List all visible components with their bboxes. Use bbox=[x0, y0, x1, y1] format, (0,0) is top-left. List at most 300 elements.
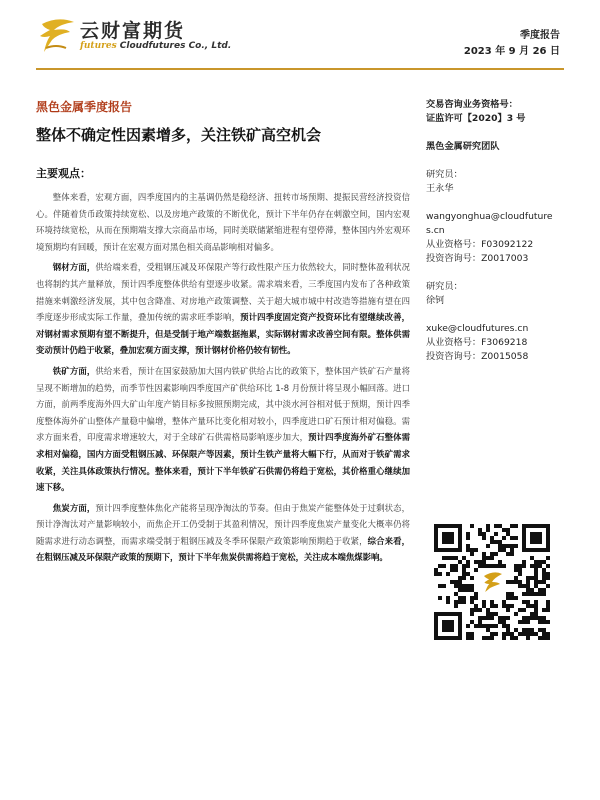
qr-module bbox=[530, 588, 534, 592]
qr-module bbox=[506, 580, 510, 584]
investment-consulting-number bbox=[426, 350, 566, 364]
report-category: 黑色金属季度报告 bbox=[36, 100, 133, 114]
qr-module bbox=[490, 600, 494, 604]
qr-module bbox=[478, 620, 482, 624]
qr-module bbox=[470, 588, 474, 592]
qr-module bbox=[546, 564, 550, 568]
qr-module bbox=[498, 524, 502, 528]
qr-module bbox=[506, 528, 510, 532]
qr-module bbox=[462, 568, 466, 572]
bold-text: 焦炭方面， bbox=[52, 502, 96, 513]
qr-module bbox=[486, 524, 490, 528]
qr-module bbox=[526, 628, 530, 632]
bold-text: 预计四季度固定资产投资环比有望继续改善，对钢材需求预期有望不断提升，但是受制于地产端数据拖累，实际钢材需求改善空间有限。整体供需变动预计仍趋于收紧，叠加宏观方面支撑，预计钢材价格仍较有韧性。 bbox=[36, 312, 411, 356]
qr-module bbox=[538, 580, 542, 584]
qr-module bbox=[446, 556, 450, 560]
qr-module bbox=[526, 592, 530, 596]
qr-module bbox=[530, 612, 534, 616]
qr-module bbox=[542, 592, 546, 596]
qr-module bbox=[438, 584, 442, 588]
qr-module bbox=[510, 552, 514, 556]
qr-module bbox=[518, 608, 522, 612]
qr-module bbox=[510, 544, 514, 548]
qr-module bbox=[514, 564, 518, 568]
qr-module bbox=[522, 564, 526, 568]
qr-module bbox=[486, 608, 490, 612]
qr-module bbox=[502, 632, 506, 636]
qr-module bbox=[518, 620, 522, 624]
qr-module bbox=[530, 632, 534, 636]
qr-module bbox=[510, 580, 514, 584]
qr-module bbox=[486, 612, 490, 616]
sidebar-info bbox=[426, 98, 566, 378]
qr-module bbox=[502, 528, 506, 532]
qr-module bbox=[466, 548, 470, 552]
license-info bbox=[426, 98, 566, 126]
qr-module bbox=[490, 540, 494, 544]
qualification-number-label: 从业资格号： bbox=[426, 337, 482, 348]
qr-module bbox=[522, 628, 526, 632]
qr-module bbox=[482, 624, 486, 628]
qr-module bbox=[538, 592, 542, 596]
qr-module bbox=[434, 568, 438, 572]
qr-module bbox=[514, 596, 518, 600]
qr-module bbox=[522, 608, 526, 612]
qr-module bbox=[482, 556, 486, 560]
logo-chinese-name: 云财富期货 bbox=[80, 20, 186, 42]
qr-module bbox=[466, 636, 470, 640]
qr-module bbox=[518, 632, 522, 636]
qr-module bbox=[514, 612, 518, 616]
qr-module bbox=[458, 560, 462, 564]
qr-module bbox=[526, 604, 530, 608]
qr-module bbox=[534, 632, 538, 636]
researcher-list bbox=[426, 168, 566, 364]
qr-module bbox=[542, 572, 546, 576]
qr-module bbox=[542, 628, 546, 632]
qr-module bbox=[510, 592, 514, 596]
qr-module bbox=[498, 544, 502, 548]
qr-module bbox=[490, 536, 494, 540]
license-label: 交易咨询业务资格号： bbox=[426, 99, 518, 110]
license-value: 证监许可【2020】3 号 bbox=[426, 113, 526, 124]
qr-module bbox=[450, 564, 454, 568]
cloudfutures-logo-icon bbox=[36, 14, 80, 58]
qr-module bbox=[506, 632, 510, 636]
qr-module bbox=[478, 528, 482, 532]
investment-consulting-number-label: 投资咨询号： bbox=[426, 351, 482, 362]
qr-module bbox=[470, 524, 474, 528]
qr-module bbox=[478, 564, 482, 568]
qr-module bbox=[522, 616, 526, 620]
qr-module bbox=[494, 532, 498, 536]
qr-module bbox=[474, 592, 478, 596]
qr-module bbox=[534, 584, 538, 588]
qr-module bbox=[502, 536, 506, 540]
investment-consulting-number-label: 投资咨询号： bbox=[426, 253, 482, 264]
qr-module bbox=[526, 600, 530, 604]
body-text: 供给来看，预计在国家鼓励加大国内铁矿供给占比的政策下，整体国产铁矿石产量将呈现不断增加的趋势，而季节性因素影响四季度国产矿供给环比 1-8 月份预计将呈现小幅回落。进口方面，前两季度海外四大矿山年度产销目标多按照预期完成，其中淡水河谷相对低于预期，预计四季度整体海外矿山整体产量稳中偏增，整体产量环比变化相对较小，四季度进口矿石预计相对偏稳。需求方面来看，印度需求增速较大，对于全球矿石供需格局影响逐步加大， bbox=[36, 365, 411, 443]
qr-module bbox=[454, 584, 458, 588]
qr-module bbox=[450, 556, 454, 560]
qr-module bbox=[514, 524, 518, 528]
qr-module bbox=[490, 612, 494, 616]
qr-module bbox=[438, 596, 442, 600]
qr-module bbox=[534, 604, 538, 608]
report-type: 季度报告 bbox=[520, 30, 560, 41]
qr-module bbox=[454, 556, 458, 560]
qr-module bbox=[510, 636, 514, 640]
qr-module bbox=[538, 628, 542, 632]
researcher-role: 研究员： bbox=[426, 169, 463, 180]
qr-module bbox=[534, 612, 538, 616]
qr-module bbox=[478, 624, 482, 628]
qr-module bbox=[506, 552, 510, 556]
team-name bbox=[426, 140, 566, 154]
qr-module bbox=[466, 572, 470, 576]
qr-module bbox=[502, 548, 506, 552]
qr-module bbox=[542, 632, 546, 636]
qr-module bbox=[482, 600, 486, 604]
qr-module bbox=[530, 576, 534, 580]
qr-module bbox=[494, 632, 498, 636]
qr-module bbox=[458, 596, 462, 600]
qr-module bbox=[482, 552, 486, 556]
qr-module bbox=[470, 548, 474, 552]
investment-consulting-number-value: Z0017003 bbox=[481, 253, 529, 264]
qr-module bbox=[466, 536, 470, 540]
qr-module bbox=[510, 632, 514, 636]
qr-module bbox=[546, 572, 550, 576]
investment-consulting-number-value: Z0015058 bbox=[481, 351, 529, 362]
logo-futures-word: futures bbox=[80, 41, 117, 51]
qr-module bbox=[534, 592, 538, 596]
qr-module bbox=[534, 616, 538, 620]
qr-module bbox=[514, 628, 518, 632]
qr-module bbox=[546, 632, 550, 636]
qr-module bbox=[474, 604, 478, 608]
qr-module bbox=[498, 620, 502, 624]
qr-module bbox=[446, 600, 450, 604]
qr-module bbox=[546, 600, 550, 604]
qr-module bbox=[498, 564, 502, 568]
qr-module bbox=[490, 604, 494, 608]
qr-module bbox=[470, 584, 474, 588]
qr-module bbox=[514, 544, 518, 548]
qr-module bbox=[478, 560, 482, 564]
qr-module bbox=[482, 564, 486, 568]
qr-module bbox=[462, 588, 466, 592]
qr-module bbox=[462, 596, 466, 600]
qr-module bbox=[446, 572, 450, 576]
qr-module bbox=[506, 592, 510, 596]
qr-module bbox=[518, 572, 522, 576]
qr-module bbox=[538, 560, 542, 564]
paragraph bbox=[36, 259, 410, 359]
qr-module bbox=[542, 616, 546, 620]
qr-module bbox=[470, 612, 474, 616]
qr-module bbox=[470, 576, 474, 580]
qr-module bbox=[466, 624, 470, 628]
researcher-email-cont[interactable]: s.cn bbox=[426, 225, 445, 236]
qr-module bbox=[510, 536, 514, 540]
qr-module bbox=[502, 604, 506, 608]
qualification-number-value: F3069218 bbox=[481, 337, 528, 348]
qr-module bbox=[514, 580, 518, 584]
qr-module bbox=[466, 584, 470, 588]
body-text: 预计四季度整体焦化产能将呈现净淘汰的节奏。但由于焦炭产能整体处于过剩状态，预计净淘汰对产量影响较小，而焦企开工仍受制于其盈利情况，预计四季度焦炭产量变化大概率仍将随需求进行动态调整，而需求端受制于粗钢压减及冬季环保限产政策影响预期趋于收紧， bbox=[36, 502, 411, 546]
qr-module bbox=[490, 552, 494, 556]
qr-module bbox=[466, 632, 470, 636]
qr-module bbox=[534, 564, 538, 568]
researcher-card bbox=[426, 280, 566, 364]
qr-module bbox=[470, 636, 474, 640]
qr-module bbox=[502, 616, 506, 620]
report-title: 整体不确定性因素增多，关注铁矿高空机会 bbox=[36, 126, 322, 144]
qr-module bbox=[530, 592, 534, 596]
qr-module bbox=[530, 556, 534, 560]
qr-module bbox=[502, 636, 506, 640]
paragraph bbox=[36, 363, 410, 496]
qualification-number-label: 从业资格号： bbox=[426, 239, 482, 250]
qr-module bbox=[494, 540, 498, 544]
qr-module bbox=[514, 576, 518, 580]
qr-module bbox=[494, 524, 498, 528]
qr-code-icon bbox=[434, 524, 550, 640]
qr-module bbox=[514, 536, 518, 540]
researcher-card bbox=[426, 168, 566, 266]
qr-module bbox=[546, 584, 550, 588]
qr-module bbox=[534, 560, 538, 564]
qr-module bbox=[466, 564, 470, 568]
qr-module bbox=[538, 564, 542, 568]
qr-module bbox=[462, 576, 466, 580]
qr-module bbox=[486, 528, 490, 532]
qr-module bbox=[458, 588, 462, 592]
qr-module bbox=[506, 544, 510, 548]
qr-module bbox=[526, 620, 530, 624]
qr-module bbox=[494, 604, 498, 608]
qr-module bbox=[526, 580, 530, 584]
bold-text: 综合来看，在粗钢压减及环保限产政策的预期下，预计下半年焦炭供需将趋于宽松，关注成本端焦煤影响。 bbox=[36, 535, 411, 563]
qr-module bbox=[506, 616, 510, 620]
qr-module bbox=[474, 560, 478, 564]
qr-module bbox=[466, 544, 470, 548]
qr-module bbox=[522, 560, 526, 564]
qr-module bbox=[526, 636, 530, 640]
qr-module bbox=[546, 576, 550, 580]
header-divider bbox=[36, 68, 564, 70]
qr-module bbox=[478, 616, 482, 620]
qr-module bbox=[526, 584, 530, 588]
qr-module bbox=[534, 600, 538, 604]
qr-module bbox=[518, 584, 522, 588]
qr-module bbox=[470, 632, 474, 636]
qr-module bbox=[546, 620, 550, 624]
qr-module bbox=[438, 564, 442, 568]
qualification-number bbox=[426, 336, 566, 350]
qr-module bbox=[458, 584, 462, 588]
report-date: 2023 年 9 月 26 日 bbox=[463, 46, 560, 57]
qr-module bbox=[450, 580, 454, 584]
qr-module bbox=[462, 564, 466, 568]
qr-finder-core bbox=[442, 532, 454, 544]
qr-module bbox=[486, 628, 490, 632]
body-text: 供给端来看，受粗钢压减及环保限产等行政性限产压力依然较大，同时整体盈利状况也将制约其产量释放，预计四季度整体供给有望逐步收紧。需求端来看，三季度国内发布了各种政策措施来刺激经济发展，其中包含降准、对房地产政策调整、关于超大城市城中村改造等措施有望在四季度逐步形成实际工作量，叠加传统的需求旺季影响， bbox=[36, 262, 411, 323]
qr-module bbox=[442, 564, 446, 568]
qr-module bbox=[538, 616, 542, 620]
qr-module bbox=[542, 620, 546, 624]
qr-module bbox=[518, 580, 522, 584]
qr-module bbox=[526, 576, 530, 580]
qr-module bbox=[526, 616, 530, 620]
qr-module bbox=[546, 608, 550, 612]
qr-module bbox=[474, 548, 478, 552]
qr-module bbox=[546, 556, 550, 560]
qr-finder-core bbox=[530, 532, 542, 544]
researcher-email[interactable]: wangyonghua@cloudfuture bbox=[426, 211, 553, 222]
qr-module bbox=[510, 596, 514, 600]
qr-module bbox=[502, 620, 506, 624]
logo-company-name: Cloudfutures Co., Ltd. bbox=[116, 41, 232, 51]
investment-consulting-number bbox=[426, 252, 566, 266]
qr-module bbox=[490, 632, 494, 636]
qr-module bbox=[474, 596, 478, 600]
qr-module bbox=[458, 600, 462, 604]
qr-module bbox=[522, 592, 526, 596]
qr-module bbox=[498, 548, 502, 552]
qr-module bbox=[470, 620, 474, 624]
qr-module bbox=[490, 636, 494, 640]
qr-module bbox=[466, 532, 470, 536]
qr-module bbox=[498, 540, 502, 544]
qr-module bbox=[522, 632, 526, 636]
qr-module bbox=[462, 572, 466, 576]
qr-module bbox=[510, 604, 514, 608]
qr-module bbox=[474, 608, 478, 612]
qr-module bbox=[514, 636, 518, 640]
key-points-body bbox=[36, 189, 410, 566]
qr-module bbox=[522, 584, 526, 588]
qr-module bbox=[434, 572, 438, 576]
qr-module bbox=[506, 608, 510, 612]
qr-module bbox=[542, 576, 546, 580]
qr-module bbox=[526, 632, 530, 636]
qr-module bbox=[454, 568, 458, 572]
qr-module bbox=[506, 604, 510, 608]
qr-module bbox=[490, 624, 494, 628]
logo-english-name bbox=[80, 41, 231, 51]
researcher-name: 徐钶 bbox=[426, 295, 445, 306]
qr-module bbox=[470, 596, 474, 600]
qr-module bbox=[490, 556, 494, 560]
paragraph bbox=[36, 500, 410, 566]
qr-module bbox=[530, 616, 534, 620]
qr-module bbox=[442, 584, 446, 588]
body-text: 整体来看，宏观方面，四季度国内的主基调仍然是稳经济、扭转市场预期、提振民营经济投资信心。伴随着货币政策持续宽松、以及房地产政策的不断优化，预计下半年仍存在刺激空间，国内宏观环境持续宽松，从而在预期端支撑大宗商品市场，同时美联储紧缩进程有望停滞，整体国内外宏观环境预期均有回暖，预计在宏观方面对黑色相关商品影响相对偏多。 bbox=[36, 192, 410, 252]
qr-module bbox=[482, 560, 486, 564]
qr-module bbox=[438, 572, 442, 576]
qr-module bbox=[518, 568, 522, 572]
qr-module bbox=[542, 580, 546, 584]
qr-module bbox=[486, 624, 490, 628]
qr-finder-core bbox=[442, 620, 454, 632]
qr-module bbox=[526, 588, 530, 592]
qr-module bbox=[454, 600, 458, 604]
qr-module bbox=[478, 608, 482, 612]
qr-module bbox=[466, 560, 470, 564]
qr-module bbox=[450, 568, 454, 572]
qualification-number-value: F03092122 bbox=[481, 239, 534, 250]
qr-module bbox=[454, 580, 458, 584]
qr-module bbox=[454, 592, 458, 596]
qr-module bbox=[510, 548, 514, 552]
qr-module bbox=[494, 624, 498, 628]
qr-module bbox=[494, 612, 498, 616]
researcher-email[interactable]: xuke@cloudfutures.cn bbox=[426, 323, 529, 334]
qr-module bbox=[490, 564, 494, 568]
qr-module bbox=[458, 576, 462, 580]
paragraph bbox=[36, 189, 410, 255]
qr-module bbox=[502, 600, 506, 604]
qr-module bbox=[462, 600, 466, 604]
qr-module bbox=[530, 604, 534, 608]
spacer bbox=[426, 308, 566, 322]
qr-module bbox=[482, 616, 486, 620]
bold-text: 铁矿方面， bbox=[52, 365, 96, 376]
qr-module bbox=[470, 600, 474, 604]
qr-module bbox=[498, 616, 502, 620]
qr-module bbox=[518, 564, 522, 568]
qr-module bbox=[482, 532, 486, 536]
qr-module bbox=[510, 524, 514, 528]
qr-module bbox=[502, 564, 506, 568]
qr-module bbox=[506, 596, 510, 600]
qr-module bbox=[494, 564, 498, 568]
page-header bbox=[0, 0, 600, 70]
qr-module bbox=[534, 608, 538, 612]
qr-module bbox=[498, 560, 502, 564]
qr-module bbox=[462, 584, 466, 588]
qr-module bbox=[530, 628, 534, 632]
qr-module bbox=[486, 616, 490, 620]
qr-module bbox=[486, 564, 490, 568]
qr-module bbox=[538, 588, 542, 592]
spacer bbox=[426, 196, 566, 210]
qr-module bbox=[466, 588, 470, 592]
qr-module bbox=[482, 604, 486, 608]
qr-module bbox=[486, 544, 490, 548]
research-team: 黑色金属研究团队 bbox=[426, 141, 500, 152]
qr-module bbox=[490, 616, 494, 620]
qr-module bbox=[538, 620, 542, 624]
bold-text: 钢材方面， bbox=[52, 262, 96, 273]
qr-module bbox=[446, 596, 450, 600]
qr-module bbox=[470, 552, 474, 556]
qr-module bbox=[546, 604, 550, 608]
qualification-number bbox=[426, 238, 566, 252]
qr-module bbox=[534, 568, 538, 572]
qr-module bbox=[530, 564, 534, 568]
qr-module bbox=[538, 636, 542, 640]
researcher-role: 研究员： bbox=[426, 281, 463, 292]
qr-module bbox=[542, 636, 546, 640]
qr-module bbox=[542, 568, 546, 572]
qr-module bbox=[494, 552, 498, 556]
qr-module bbox=[478, 532, 482, 536]
researcher-name: 王永华 bbox=[426, 183, 454, 194]
qr-module bbox=[542, 608, 546, 612]
